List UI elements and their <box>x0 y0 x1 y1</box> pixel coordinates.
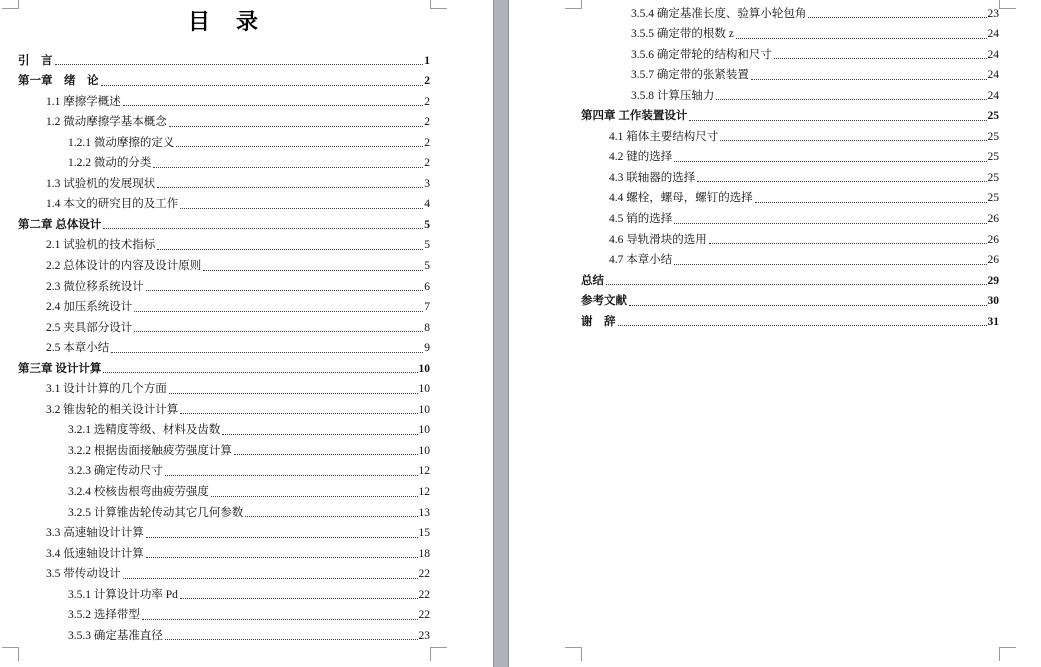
document-page-left[interactable] <box>0 0 494 667</box>
toc-entry[interactable] <box>581 290 999 311</box>
toc-entry-text: 谢 辞 <box>581 315 616 328</box>
toc-page-number: 10 <box>418 444 430 457</box>
crop-mark-bottom-left-icon <box>2 647 19 661</box>
toc-entry-text: 第四章 工作装置设计 <box>581 110 688 123</box>
toc-entry[interactable] <box>18 131 430 152</box>
toc-entry-text: 3.5.4 确定基准长度、验算小轮包角 <box>631 7 807 20</box>
toc-page-number: 9 <box>424 342 430 355</box>
toc-entry[interactable] <box>18 49 430 70</box>
toc-entry-text: 4.2 键的选择 <box>609 151 673 164</box>
toc-entry-text: 3.5.6 确定带轮的结构和尺寸 <box>631 48 772 61</box>
toc-entry-text: 第二章 总体设计 <box>18 218 102 231</box>
crop-mark-bottom-right-icon <box>999 647 1016 661</box>
toc-entry-text: 3.5 带传动设计 <box>46 568 121 581</box>
crop-mark-top-left-icon <box>2 0 19 9</box>
toc-entry[interactable] <box>18 70 430 91</box>
toc-entry[interactable] <box>581 146 999 167</box>
dotted-leader <box>146 537 418 538</box>
dotted-leader <box>103 228 423 229</box>
toc-entry-text: 1.4 本文的研究目的及工作 <box>46 198 179 211</box>
toc-page-number: 10 <box>418 383 430 396</box>
toc-entry[interactable] <box>18 234 430 255</box>
crop-mark-top-right-icon <box>999 0 1016 9</box>
toc-page-number: 10 <box>418 424 430 437</box>
toc-entry[interactable] <box>581 228 999 249</box>
toc-entry[interactable] <box>18 275 430 296</box>
toc-entry[interactable] <box>18 460 430 481</box>
toc-entry[interactable] <box>18 398 430 419</box>
dotted-leader <box>606 284 987 285</box>
toc-page-number: 10 <box>418 403 430 416</box>
dotted-leader <box>180 208 423 209</box>
toc-entry[interactable] <box>18 604 430 625</box>
toc-entry[interactable] <box>581 2 999 23</box>
dotted-leader <box>142 619 418 620</box>
toc-page-number: 22 <box>418 568 430 581</box>
toc-entry-text: 4.5 销的选择 <box>609 213 673 226</box>
toc-entry-text: 2.5 本章小结 <box>46 342 110 355</box>
toc-page-number: 24 <box>987 48 999 61</box>
toc-entry-text: 总结 <box>581 274 604 287</box>
dotted-leader <box>736 38 987 39</box>
toc-page-number: 18 <box>418 547 430 560</box>
dotted-leader <box>134 331 423 332</box>
toc-page-number: 26 <box>987 213 999 226</box>
crop-mark-bottom-left-icon <box>565 647 582 661</box>
toc-page-number: 23 <box>987 7 999 20</box>
toc-entry-text: 3.2.3 确定传动尺寸 <box>68 465 163 478</box>
toc-page-number: 2 <box>424 75 430 88</box>
toc-page-number: 5 <box>424 239 430 252</box>
toc-entry-text: 4.6 导轨滑块的选用 <box>609 233 707 246</box>
dotted-leader <box>134 311 423 312</box>
dotted-leader <box>234 454 418 455</box>
dotted-leader <box>123 105 424 106</box>
toc-page-number: 25 <box>987 151 999 164</box>
dotted-leader <box>674 161 986 162</box>
toc-entry-text: 2.1 试验机的技术指标 <box>46 239 156 252</box>
dotted-leader <box>111 352 423 353</box>
toc-page-number: 2 <box>424 95 430 108</box>
dotted-leader <box>146 557 418 558</box>
toc-entry[interactable] <box>18 296 430 317</box>
dotted-leader <box>157 249 423 250</box>
dotted-leader <box>165 475 418 476</box>
toc-page-number: 13 <box>418 506 430 519</box>
toc-entry-text: 3.5.7 确定带的张紧装置 <box>631 69 749 82</box>
dotted-leader <box>716 99 986 100</box>
dotted-leader <box>101 85 424 86</box>
toc-page-number: 25 <box>987 192 999 205</box>
toc-page-number: 2 <box>424 116 430 129</box>
crop-mark-top-right-icon <box>430 0 447 9</box>
toc-entry[interactable] <box>18 254 430 275</box>
toc-entry-text: 4.7 本章小结 <box>609 254 673 267</box>
dotted-leader <box>751 79 987 80</box>
toc-entry-text: 4.3 联轴器的选择 <box>609 171 696 184</box>
toc-page-number: 25 <box>987 110 999 123</box>
toc-page-number: 8 <box>424 321 430 334</box>
toc-entry[interactable] <box>581 187 999 208</box>
toc-page-number: 24 <box>987 28 999 41</box>
toc-page-number: 3 <box>424 177 430 190</box>
toc-page-number: 5 <box>424 218 430 231</box>
toc-entry-text: 3.5.3 确定基准直径 <box>68 629 163 642</box>
toc-page-number: 31 <box>987 315 999 328</box>
toc-entry-text: 3.3 高速轴设计计算 <box>46 527 144 540</box>
toc-entry[interactable] <box>18 439 430 460</box>
dotted-leader <box>755 202 987 203</box>
toc-page-number: 25 <box>987 171 999 184</box>
toc-entry-text: 3.4 低速轴设计计算 <box>46 547 144 560</box>
toc-entry-text: 第一章 绪 论 <box>18 75 99 88</box>
dotted-leader <box>774 58 987 59</box>
dotted-leader <box>808 17 986 18</box>
toc-entry-text: 1.2 微动摩擦学基本概念 <box>46 116 167 129</box>
toc-entry-text: 3.2 锥齿轮的相关设计计算 <box>46 403 179 416</box>
toc-entry[interactable] <box>18 624 430 645</box>
toc-page-number: 26 <box>987 254 999 267</box>
toc-entry[interactable] <box>581 84 999 105</box>
toc-entry[interactable] <box>581 43 999 64</box>
toc-entry-text: 4.4 螺栓，螺母，螺钉的选择 <box>609 192 753 205</box>
toc-entry-text: 参考文献 <box>581 295 627 308</box>
toc-entry[interactable] <box>18 152 430 173</box>
toc-entry-text: 3.5.1 计算设计功率 Pd <box>68 588 178 601</box>
toc-entry[interactable] <box>18 542 430 563</box>
toc-entry-text: 3.1 设计计算的几个方面 <box>46 383 167 396</box>
toc-page-number: 26 <box>987 233 999 246</box>
dotted-leader <box>689 120 986 121</box>
toc-entry-text: 1.3 试验机的发展现状 <box>46 177 156 190</box>
toc-entry[interactable] <box>18 583 430 604</box>
dotted-leader <box>157 187 423 188</box>
toc-entry[interactable] <box>18 90 430 111</box>
toc-entry[interactable] <box>18 419 430 440</box>
dotted-leader <box>165 639 418 640</box>
toc-page-number: 22 <box>418 609 430 622</box>
toc-page-number: 2 <box>424 136 430 149</box>
toc-entry[interactable] <box>581 310 999 331</box>
dotted-leader <box>697 181 986 182</box>
dotted-leader <box>618 325 987 326</box>
toc-list-left <box>18 49 430 645</box>
dotted-leader <box>674 223 986 224</box>
toc-entry-text: 2.3 微位移系统设计 <box>46 280 144 293</box>
toc-entry-text: 3.5.8 计算压轴力 <box>631 89 715 102</box>
toc-entry[interactable] <box>581 166 999 187</box>
dotted-leader <box>176 146 423 147</box>
toc-entry-text: 3.2.4 校核齿根弯曲疲劳强度 <box>68 486 209 499</box>
toc-page-number: 12 <box>418 486 430 499</box>
toc-entry[interactable] <box>581 64 999 85</box>
toc-entry-text: 第三章 设计计算 <box>18 362 102 375</box>
toc-title: 目 录 <box>187 9 260 34</box>
toc-entry-text: 2.5 夹具部分设计 <box>46 321 133 334</box>
toc-page-number: 4 <box>424 198 430 211</box>
toc-page-number: 6 <box>424 280 430 293</box>
crop-mark-bottom-right-icon <box>430 647 447 661</box>
dotted-leader <box>674 264 986 265</box>
toc-entry[interactable] <box>18 316 430 337</box>
toc-page-number: 7 <box>424 301 430 314</box>
dotted-leader <box>709 243 987 244</box>
toc-list-right <box>581 2 999 331</box>
toc-entry[interactable] <box>18 357 430 378</box>
document-page-right[interactable] <box>508 0 1041 667</box>
toc-page-number: 30 <box>987 295 999 308</box>
toc-page-number: 5 <box>424 260 430 273</box>
toc-entry[interactable] <box>18 193 430 214</box>
toc-entry[interactable] <box>18 337 430 358</box>
toc-entry[interactable] <box>18 480 430 501</box>
toc-entry[interactable] <box>18 111 430 132</box>
dotted-leader <box>211 496 418 497</box>
toc-entry[interactable] <box>18 501 430 522</box>
dotted-leader <box>180 413 417 414</box>
toc-entry[interactable] <box>581 105 999 126</box>
toc-page-number: 22 <box>418 588 430 601</box>
toc-page-number: 15 <box>418 527 430 540</box>
toc-entry-text: 4.1 箱体主要结构尺寸 <box>609 130 719 143</box>
dotted-leader <box>222 434 417 435</box>
toc-entry-text: 2.4 加压系统设计 <box>46 301 133 314</box>
toc-page-number: 10 <box>418 362 430 375</box>
toc-page-number: 29 <box>987 274 999 287</box>
toc-page-number: 25 <box>987 130 999 143</box>
toc-entry[interactable] <box>18 172 430 193</box>
dotted-leader <box>203 270 423 271</box>
toc-entry-text: 3.2.2 根据齿面接触疲劳强度计算 <box>68 444 232 457</box>
toc-page-number: 12 <box>418 465 430 478</box>
toc-entry-text: 1.2.2 微动的分类 <box>68 157 152 170</box>
dotted-leader <box>55 64 424 65</box>
toc-entry[interactable] <box>581 207 999 228</box>
toc-entry-text: 1.1 摩擦学概述 <box>46 95 121 108</box>
dotted-leader <box>103 372 417 373</box>
dotted-leader <box>153 167 423 168</box>
dotted-leader <box>169 393 418 394</box>
toc-entry[interactable] <box>18 563 430 584</box>
toc-entry-text: 2.2 总体设计的内容及设计原则 <box>46 260 202 273</box>
toc-page-number: 2 <box>424 157 430 170</box>
dotted-leader <box>146 290 424 291</box>
toc-entry[interactable] <box>581 125 999 146</box>
toc-entry-text: 1.2.1 微动摩擦的定义 <box>68 136 175 149</box>
dotted-leader <box>720 140 986 141</box>
toc-page-number: 24 <box>987 69 999 82</box>
toc-entry-text: 3.5.5 确定带的根数 z <box>631 28 734 41</box>
dotted-leader <box>169 126 424 127</box>
toc-entry-text: 3.2.5 计算锥齿轮传动其它几何参数 <box>68 506 244 519</box>
toc-page-number: 23 <box>418 629 430 642</box>
toc-page-number: 24 <box>987 89 999 102</box>
toc-entry[interactable] <box>18 522 430 543</box>
toc-entry[interactable] <box>18 378 430 399</box>
toc-entry[interactable] <box>18 213 430 234</box>
dotted-leader <box>629 305 987 306</box>
toc-page-number: 1 <box>424 54 430 67</box>
dotted-leader <box>180 598 418 599</box>
toc-entry[interactable] <box>581 249 999 270</box>
toc-entry[interactable] <box>581 23 999 44</box>
toc-entry-text: 3.2.1 选精度等级、材料及齿数 <box>68 424 221 437</box>
toc-entry-text: 引 言 <box>18 54 53 67</box>
toc-entry[interactable] <box>581 269 999 290</box>
dotted-leader <box>245 516 417 517</box>
toc-entry-text: 3.5.2 选择带型 <box>68 609 140 622</box>
dotted-leader <box>123 578 418 579</box>
crop-mark-top-left-icon <box>565 0 582 9</box>
